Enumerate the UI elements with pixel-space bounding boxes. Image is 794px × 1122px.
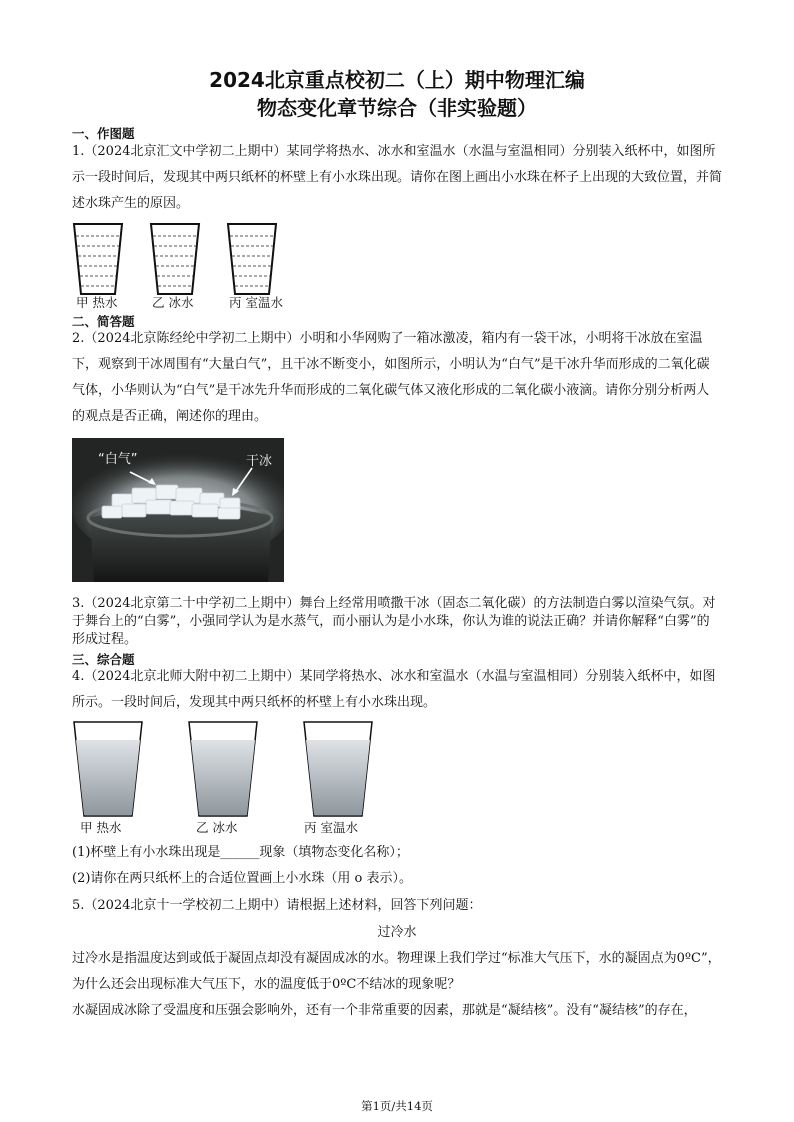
- question-4-sub-1: (1)杯壁上有小水珠出现是______现象（填物态变化名称）；: [72, 845, 409, 860]
- q1-cup-ice: [151, 224, 199, 294]
- q1-cups-figure: [72, 222, 302, 300]
- q1-cup-label-room: 丙 室温水: [229, 295, 283, 310]
- page-title: 2024北京重点校初二（上）期中物理汇编: [209, 68, 585, 92]
- article-paragraph-1: 过冷水是指温度达到或低于凝固点却没有凝固成冰的水。物理课上我们学过“标准大气压下，水的凝固点为0ºC”，为什么还会出现标准大气压下，水的温度低于0ºC不结冰的现象呢？: [72, 951, 721, 992]
- question-4-sub-2: (2)请你在两只纸杯上的合适位置画上小水珠（用 o 表示）。: [72, 871, 413, 886]
- photo-label-dry-ice: 干冰: [246, 454, 273, 469]
- q4-cup-hot: [74, 722, 142, 816]
- q1-cup-hot: [74, 224, 122, 294]
- question-3-text: 3.（2024北京第二十中学初二上期中）舞台上经常用喷撒干冰（固态二氧化碳）的方法制造白雾以渲染气氛。对于舞台上的“白雾”，小强同学认为是水蒸气，而小丽认为是小水珠，你认为谁的说法正确？并请你解释“白雾”的形成过程。: [72, 596, 716, 647]
- q1-cup-label-hot: 甲 热水: [76, 295, 118, 310]
- section-heading-short-answer: 二、简答题: [72, 314, 135, 329]
- q4-cup-ice: [189, 722, 257, 816]
- question-5-text: 5.（2024北京十一学校初二上期中）请根据上述材料，回答下列问题：: [72, 898, 482, 913]
- q4-cup-room: [304, 722, 372, 816]
- question-2-text: 2.（2024北京陈经纶中学初二上期中）小明和小华网购了一箱冰激凌，箱内有一袋干冰，小明将干冰放在室温下，观察到干冰周围有“大量白气”，且干冰不断变小，如图所示，小明认为“白气”是干冰升华而形成的二氧化碳气体，小华则认为“白气”是干冰先升华而形成的二氧化碳气体又液化形成的二氧化碳小液滴。请你分别分析两人的观点是否正确，阐述你的理由。: [72, 331, 710, 424]
- section-heading-drawing: 一、作图题: [72, 126, 135, 141]
- question-4-text: 4.（2024北京北师大附中初二上期中）某同学将热水、冰水和室温水（水温与室温相同）分别装入纸杯中，如图所示。一段时间后，发现其中两只纸杯的杯壁上有小水珠出现。: [72, 669, 716, 710]
- q4-cup-label-ice: 乙 冰水: [196, 820, 238, 835]
- page-subtitle: 物态变化章节综合（非实验题）: [257, 96, 537, 120]
- question-1-text: 1.（2024北京汇文中学初二上期中）某同学将热水、冰水和室温水（水温与室温相同）分别装入纸杯中，如图所示一段时间后，发现其中两只纸杯的杯壁上有小水珠出现。请你在图上画出小水珠在杯子上出现的大致位置，并简述水珠产生的原因。: [72, 144, 723, 211]
- dry-ice-photo: [72, 438, 284, 582]
- photo-label-white-gas: “白气”: [98, 452, 138, 467]
- article-title: 过冷水: [377, 925, 417, 940]
- q1-cup-label-ice: 乙 冰水: [152, 295, 194, 310]
- page-footer: 第1页/共14页: [361, 1099, 433, 1113]
- q4-cup-label-hot: 甲 热水: [80, 820, 122, 835]
- q1-cup-room: [228, 224, 276, 294]
- q4-cups-figure: [72, 720, 382, 820]
- section-heading-comprehensive: 三、综合题: [72, 652, 135, 667]
- q4-cup-label-room: 丙 室温水: [304, 820, 358, 835]
- article-paragraph-2: 水凝固成冰除了受温度和压强会影响外，还有一个非常重要的因素，那就是“凝结核”。没有“凝结核”的存在，: [72, 1003, 697, 1018]
